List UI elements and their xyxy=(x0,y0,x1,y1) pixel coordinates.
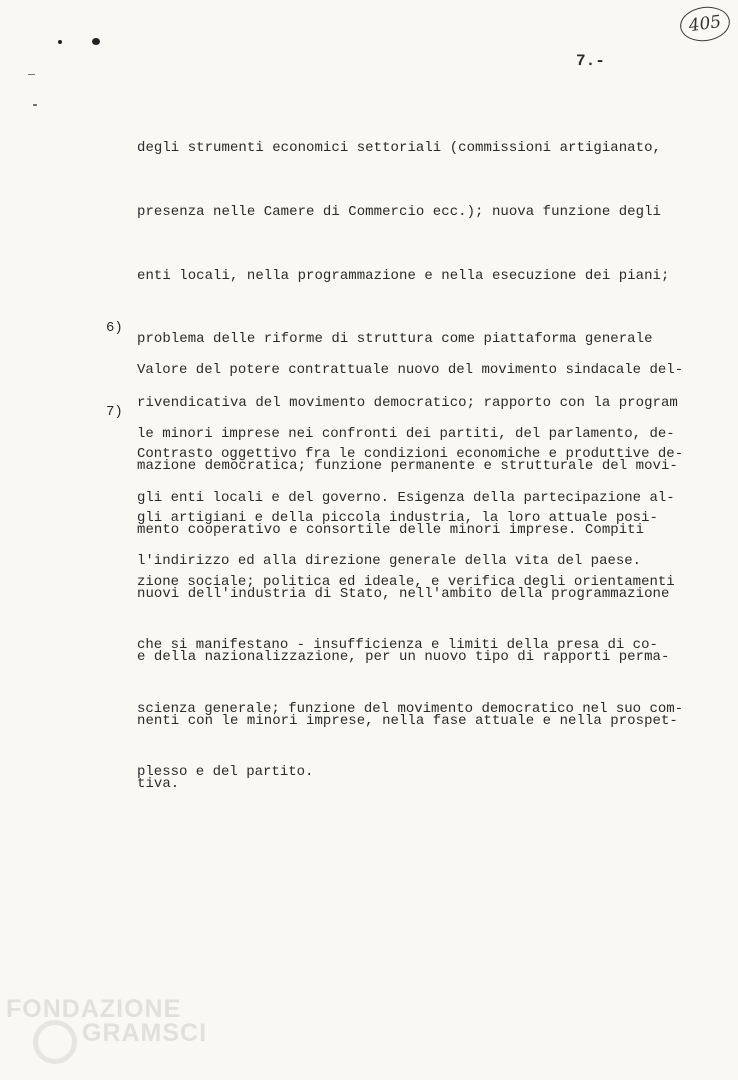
text-line: zione sociale; politica ed ideale, e verifica degli orientamenti xyxy=(137,573,675,590)
watermark xyxy=(6,997,207,1045)
text-line: problema delle riforme di struttura come piattaforma generale xyxy=(137,331,653,348)
text-line: nenti con le minori imprese, nella fase attuale e nella prospet- xyxy=(137,712,678,729)
text-line: rivendicativa del movimento democratico; rapporto con la program xyxy=(137,394,678,411)
text-line: mazione democratica; funzione permanente e strutturale del movi- xyxy=(137,458,678,475)
item-number: 7) xyxy=(106,404,123,420)
text-line: e della nazionalizzazione, per un nuovo tipo di rapporti perma- xyxy=(137,649,670,666)
text-line: Valore del potere contrattuale nuovo del movimento sindacale del- xyxy=(137,362,684,379)
ink-speck xyxy=(92,38,100,45)
text-line: mento cooperativo e consortile delle minori imprese. Compiti xyxy=(137,521,645,538)
text-line: nuovi dell'industria di Stato, nell'ambito della programmazione xyxy=(137,585,670,602)
margin-mark xyxy=(33,104,37,106)
item-number: 6) xyxy=(106,320,123,336)
text-line: gli artigiani e della piccola industria, la loro attuale posi- xyxy=(137,510,658,526)
text-line: scienza generale; funzione del movimento democratico nel suo com- xyxy=(137,700,684,717)
text-line: gli enti locali e del governo. Esigenza della partecipazione al- xyxy=(137,489,675,506)
text-line: degli strumenti economici settoriali (commissioni artigianato, xyxy=(137,140,661,157)
archive-stamp: 405 xyxy=(678,4,732,45)
page-number: 7.- xyxy=(576,52,605,70)
text-line: Contrasto oggettivo fra le condizioni economiche e produttive de- xyxy=(137,446,684,463)
watermark-line: FONDAZIONE xyxy=(6,995,182,1023)
text-line: tiva. xyxy=(137,776,180,793)
text-line: che si manifestano - insufficienza e limiti della presa di co- xyxy=(137,637,658,654)
ink-speck xyxy=(58,40,62,44)
text-line: enti locali, nella programmazione e nella esecuzione dei piani; xyxy=(137,267,670,284)
text-line: plesso e del partito. xyxy=(137,764,314,781)
text-line: presenza nelle Camere di Commercio ecc.); nuova funzione degli xyxy=(137,204,661,220)
watermark-line: GRAMSCI xyxy=(82,1019,208,1047)
margin-mark xyxy=(28,74,35,75)
text-line: l'indirizzo ed alla direzione generale della vita del paese. xyxy=(137,553,642,570)
text-line: le minori imprese nei confronti dei partiti, del parlamento, de- xyxy=(137,426,675,442)
